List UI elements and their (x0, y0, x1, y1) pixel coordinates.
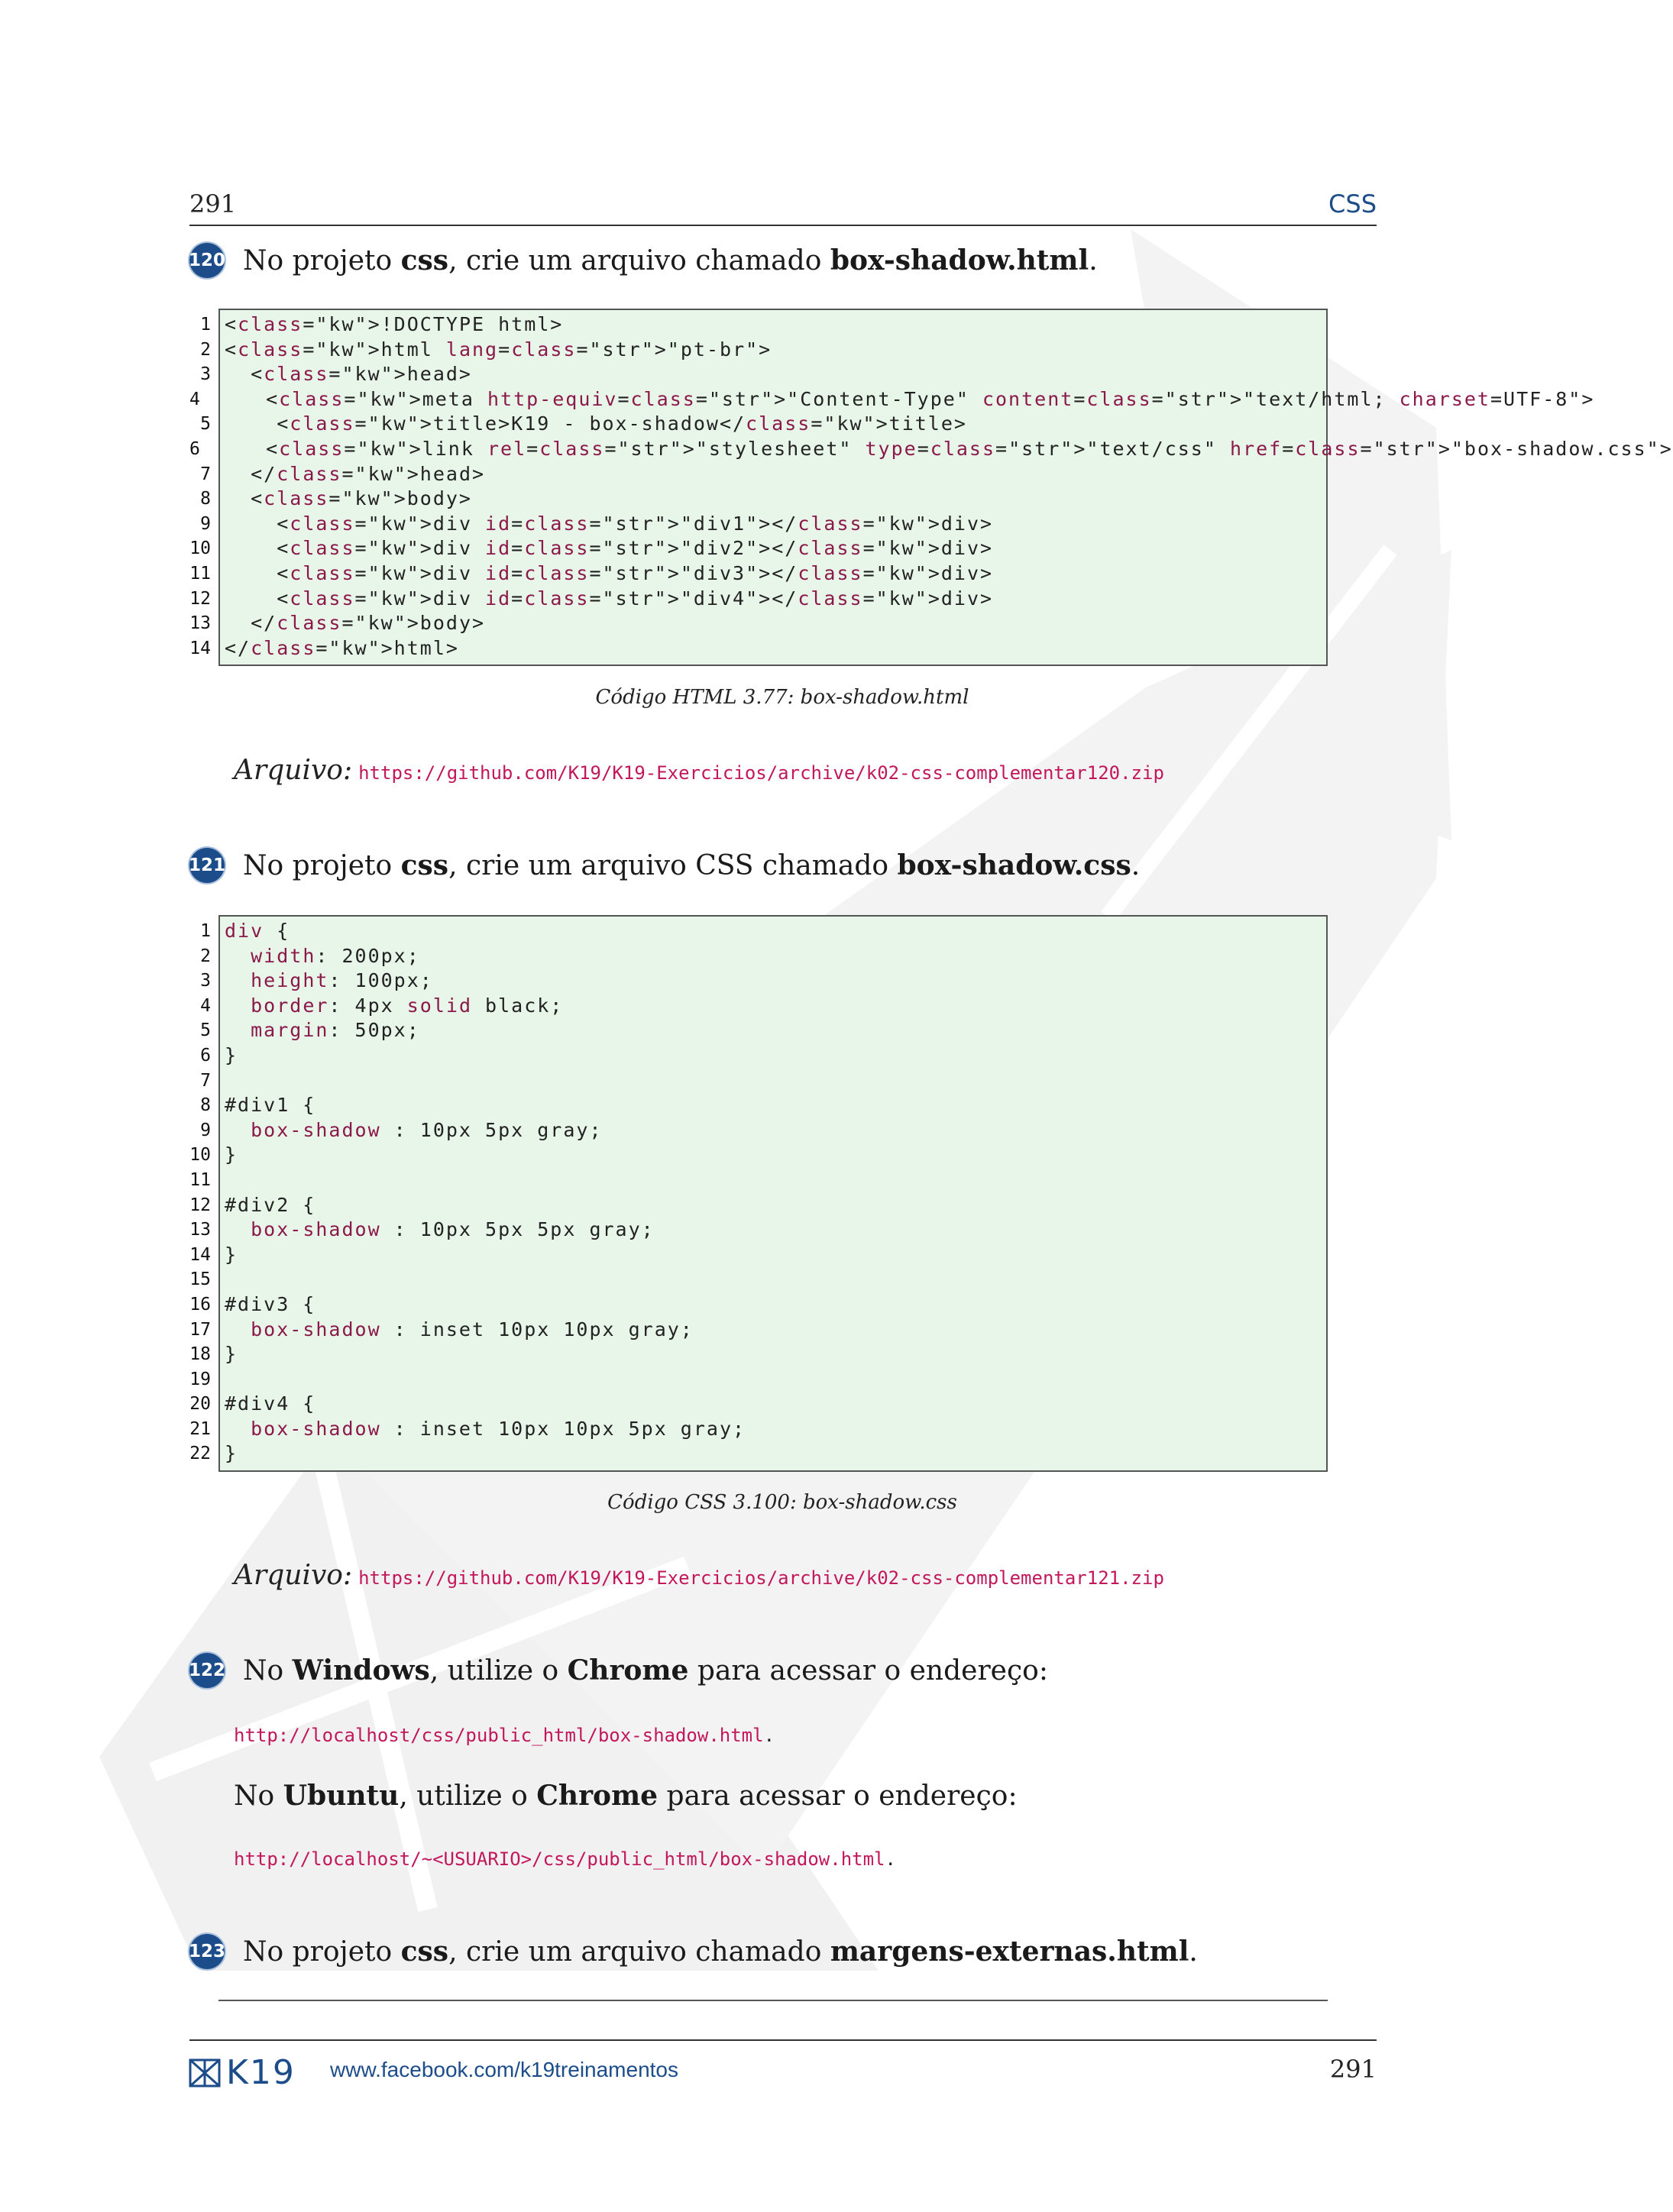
code-text: <class="kw">body> (225, 487, 472, 510)
code-line (189, 1367, 1329, 1392)
code-line (189, 611, 1329, 636)
code-line (189, 387, 1595, 412)
code-line (189, 1243, 1329, 1268)
code-line (189, 1043, 1329, 1069)
header-page-number: 291 (189, 189, 237, 218)
code-line (189, 1218, 1329, 1243)
line-number: 14 (189, 1244, 211, 1265)
step-badge: 122 (189, 1653, 225, 1688)
arquivo-url[interactable]: https://github.com/K19/K19-Exercicios/archive/k02-css-complementar121.zip (358, 1567, 1164, 1589)
line-number: 5 (200, 1020, 211, 1041)
line-number: 8 (200, 1095, 211, 1116)
step-123 (189, 1934, 1198, 1969)
arquivo-link-120 (234, 755, 1164, 786)
code-text: <class="kw">div id=class="str">"div3"></class="kw">div> (225, 561, 994, 584)
code-text: </class="kw">head> (225, 462, 486, 485)
code-text: <class="kw">meta http-equiv=class="str">"Content-Type" content=class="str">"text/html; charset=UTF-8"> (213, 387, 1595, 410)
code-text: border: 4px solid black; (251, 994, 564, 1017)
line-number: 1 (200, 921, 211, 941)
line-number: 7 (200, 1070, 211, 1091)
line-number: 2 (200, 946, 211, 966)
line-number: 12 (189, 1195, 211, 1215)
step-text: No projeto css, crie um arquivo chamado margens-externas.html. (243, 1936, 1198, 1968)
code-text: <class="kw">div id=class="str">"div2"></class="kw">div> (225, 537, 994, 560)
code-text: <class="kw">title>K19 - box-shadow</class="kw">title> (225, 412, 967, 435)
code-text: <class="kw">link rel=class="str">"stylesheet" type=class="str">"text/css" href=class="str">"box-shadow.css"> (213, 437, 1673, 460)
line-number: 7 (200, 464, 211, 484)
code-line (189, 1342, 1329, 1367)
code-line (189, 1118, 1329, 1143)
line-number: 10 (189, 1145, 211, 1166)
code-text: <class="kw">!DOCTYPE html> (225, 313, 564, 335)
code-text: div { (225, 920, 290, 942)
arquivo-link-121 (234, 1560, 1164, 1591)
line-number: 14 (189, 638, 211, 658)
code-line (189, 437, 1673, 462)
step-badge: 123 (189, 1934, 225, 1969)
arquivo-label: Arquivo: (234, 755, 353, 786)
line-number: 17 (189, 1319, 211, 1340)
code-line (189, 487, 1329, 512)
code-caption-html: Código HTML 3.77: box-shadow.html (595, 686, 969, 709)
line-number: 3 (200, 971, 211, 991)
windows-url[interactable]: http://localhost/css/public_html/box-shadow.html (234, 1725, 764, 1746)
code-text: box-shadow : 10px 5px 5px gray; (251, 1218, 655, 1241)
code-line (189, 587, 1329, 612)
code-line (189, 1318, 1329, 1343)
code-text: <class="kw">html lang=class="str">"pt-br"> (225, 338, 772, 361)
line-number: 5 (200, 414, 211, 435)
code-line (189, 1143, 1329, 1168)
line-number: 21 (189, 1418, 211, 1439)
line-number: 15 (189, 1269, 211, 1290)
code-text: box-shadow : 10px 5px gray; (251, 1118, 603, 1141)
code-line (189, 969, 1329, 994)
code-line (189, 561, 1329, 587)
ubuntu-url-line: http://localhost/~<USUARIO>/css/public_html/box-shadow.html. (234, 1848, 896, 1870)
code-text: } (225, 1442, 238, 1465)
footer-page-number: 291 (1329, 2055, 1377, 2084)
step-text: No Windows, utilize o Chrome para acessar o endereço: (243, 1654, 1048, 1686)
ubuntu-instruction: No Ubuntu, utilize o Chrome para acessar o endereço: (234, 1780, 1018, 1812)
line-number: 16 (189, 1294, 211, 1315)
code-line (189, 1168, 1329, 1193)
line-number: 20 (189, 1394, 211, 1415)
step-121 (189, 848, 1140, 883)
code-text: } (225, 1143, 238, 1166)
k19-logo (189, 2053, 296, 2092)
line-number: 3 (200, 364, 211, 385)
code-text: <class="kw">div id=class="str">"div4"></class="kw">div> (225, 587, 994, 610)
code-line (189, 312, 1329, 338)
code-line (189, 919, 1329, 944)
code-text: } (225, 1043, 238, 1066)
step-badge: 120 (189, 243, 225, 278)
header-rule (189, 225, 1377, 226)
arquivo-label: Arquivo: (234, 1560, 353, 1591)
code-text: #div3 { (225, 1292, 316, 1315)
code-text: } (225, 1243, 238, 1266)
step-120 (189, 243, 1098, 278)
line-number: 18 (189, 1344, 211, 1365)
line-number: 13 (189, 613, 211, 634)
code-text: margin: 50px; (251, 1019, 420, 1042)
line-number: 8 (200, 489, 211, 509)
code-text: </class="kw">html> (225, 636, 459, 659)
line-number: 6 (189, 438, 200, 459)
line-number: 6 (200, 1045, 211, 1066)
code-line (189, 462, 1329, 487)
code-line (189, 1018, 1329, 1043)
code-text: box-shadow : inset 10px 10px gray; (251, 1318, 694, 1340)
line-number: 4 (189, 389, 200, 409)
line-number: 12 (189, 588, 211, 609)
ubuntu-url[interactable]: http://localhost/~<USUARIO>/css/public_html/box-shadow.html (234, 1848, 885, 1870)
line-number: 22 (189, 1444, 211, 1464)
step-122 (189, 1653, 1048, 1688)
code-line (189, 1417, 1329, 1442)
code-line (189, 944, 1329, 969)
code-text: } (225, 1343, 238, 1366)
line-number: 11 (189, 563, 211, 584)
line-number: 1 (200, 315, 211, 335)
code-text: <class="kw">head> (225, 363, 472, 386)
footer-rule (189, 2039, 1377, 2041)
code-text: </class="kw">body> (225, 612, 486, 635)
windows-url-line: http://localhost/css/public_html/box-shadow.html. (234, 1725, 775, 1746)
line-number: 11 (189, 1169, 211, 1190)
code-text: #div1 { (225, 1094, 316, 1117)
code-line (189, 1093, 1329, 1118)
footer-url[interactable]: www.facebook.com/k19treinamentos (330, 2058, 678, 2081)
code-text: box-shadow : inset 10px 10px 5px gray; (251, 1417, 746, 1440)
code-line (189, 1441, 1329, 1467)
code-text: #div2 { (225, 1193, 316, 1216)
line-number: 4 (200, 995, 211, 1016)
line-number: 19 (189, 1369, 211, 1389)
code-text: <class="kw">div id=class="str">"div1"></class="kw">div> (225, 512, 994, 535)
code-line (189, 1292, 1329, 1318)
code-text: width: 200px; (251, 944, 420, 967)
code-line (189, 536, 1329, 561)
code-line (189, 1193, 1329, 1218)
line-number: 2 (200, 339, 211, 360)
line-number: 9 (200, 1120, 211, 1140)
code-line (189, 994, 1329, 1019)
next-code-box-top (218, 2000, 1328, 2001)
code-line (189, 362, 1329, 387)
code-line (189, 412, 1329, 437)
arquivo-url[interactable]: https://github.com/K19/K19-Exercicios/archive/k02-css-complementar120.zip (358, 762, 1164, 784)
code-line (189, 338, 1329, 363)
code-line (189, 512, 1329, 537)
step-text: No projeto css, crie um arquivo CSS chamado box-shadow.css. (243, 849, 1141, 881)
code-caption-css: Código CSS 3.100: box-shadow.css (607, 1491, 957, 1514)
code-text: #div4 { (225, 1392, 316, 1415)
k19-logo-text: K19 (226, 2053, 296, 2092)
line-number: 13 (189, 1220, 211, 1240)
code-line (189, 1267, 1329, 1292)
step-badge: 121 (189, 848, 225, 883)
header-section-title: CSS (1328, 189, 1377, 218)
line-number: 9 (200, 513, 211, 534)
code-line (189, 1069, 1329, 1094)
code-line (189, 1392, 1329, 1417)
line-number: 10 (189, 538, 211, 559)
step-text: No projeto css, crie um arquivo chamado box-shadow.html. (243, 244, 1098, 276)
k19-logo-icon (189, 2059, 220, 2087)
code-line (189, 636, 1329, 661)
code-text: height: 100px; (251, 969, 433, 992)
